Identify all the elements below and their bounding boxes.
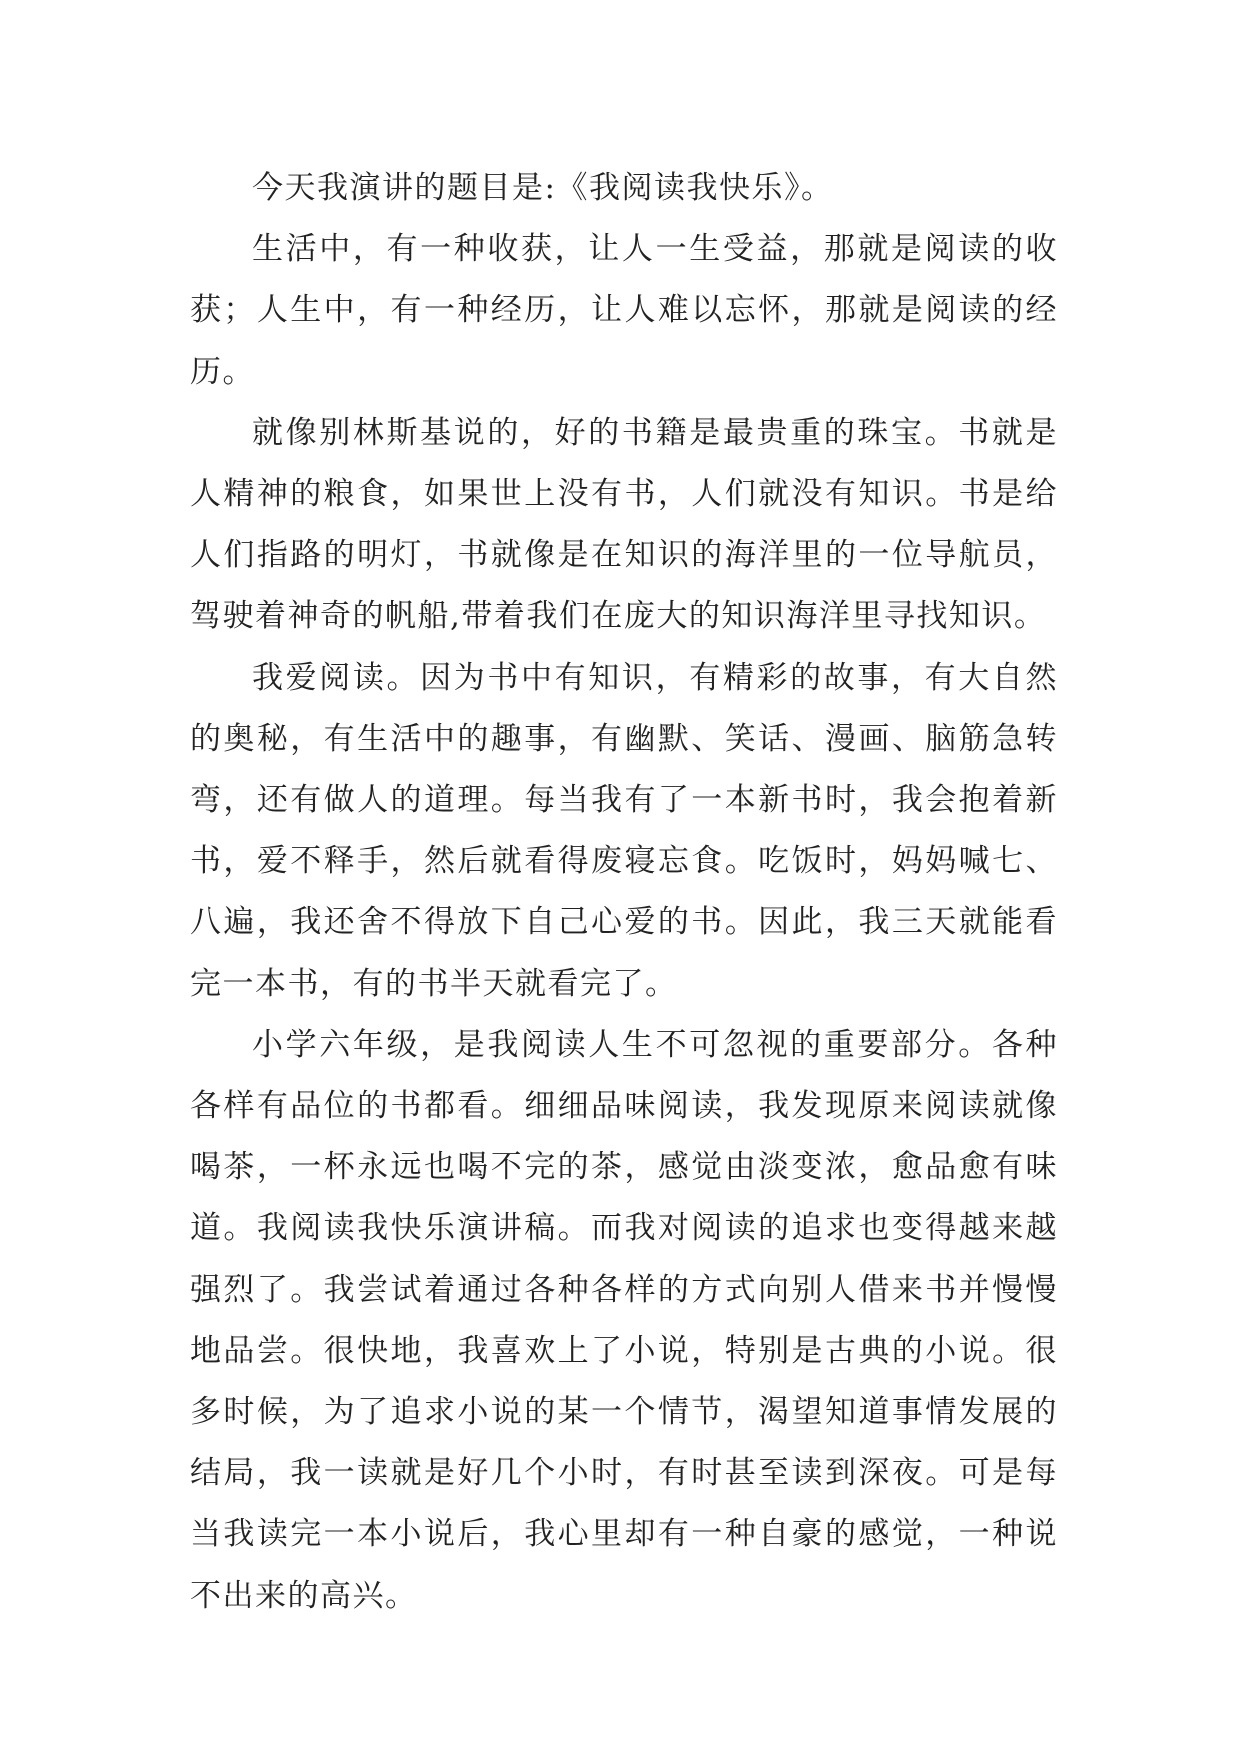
paragraph-5: 小学六年级，是我阅读人生不可忽视的重要部分。各种各样有品位的书都看。细细品味阅读，我发现原来阅读就像喝茶，一杯永远也喝不完的茶，感觉由淡变浓，愈品愈有味道。我阅读我快乐演讲稿。而我对阅读的追求也变得越来越强烈了。我尝试着通过各种各样的方式向别人借来书并慢慢地品尝。很快地，我喜欢上了小说，特别是古典的小说。很多时候，为了追求小说的某一个情节，渴望知道事情发展的结局，我一读就是好几个小时，有时甚至读到深夜。可是每当我读完一本小说后，我心里却有一种自豪的感觉，一种说不出来的高兴。 (190, 1026, 1058, 1614)
paragraph-4: 我爱阅读。因为书中有知识，有精彩的故事，有大自然的奥秘，有生活中的趣事，有幽默、笑话、漫画、脑筋急转弯，还有做人的道理。每当我有了一本新书时，我会抱着新书，爱不释手，然后就看得废寝忘食。吃饭时，妈妈喊七、八遍，我还舍不得放下自己心爱的书。因此，我三天就能看完一本书，有的书半天就看完了。 (190, 659, 1058, 1002)
paragraph-3: 就像别林斯基说的，好的书籍是最贵重的珠宝。书就是人精神的粮食，如果世上没有书，人们就没有知识。书是给人们指路的明灯，书就像是在知识的海洋里的一位导航员，驾驶着神奇的帆船,带着我们在庞大的知识海洋里寻找知识。 (190, 414, 1058, 635)
paragraph-2: 生活中，有一种收获，让人一生受益，那就是阅读的收获；人生中，有一种经历，让人难以忘怀，那就是阅读的经历。 (190, 231, 1058, 390)
paragraph-1: 今天我演讲的题目是:《我阅读我快乐》。 (252, 170, 834, 206)
document-body (190, 158, 1058, 1627)
